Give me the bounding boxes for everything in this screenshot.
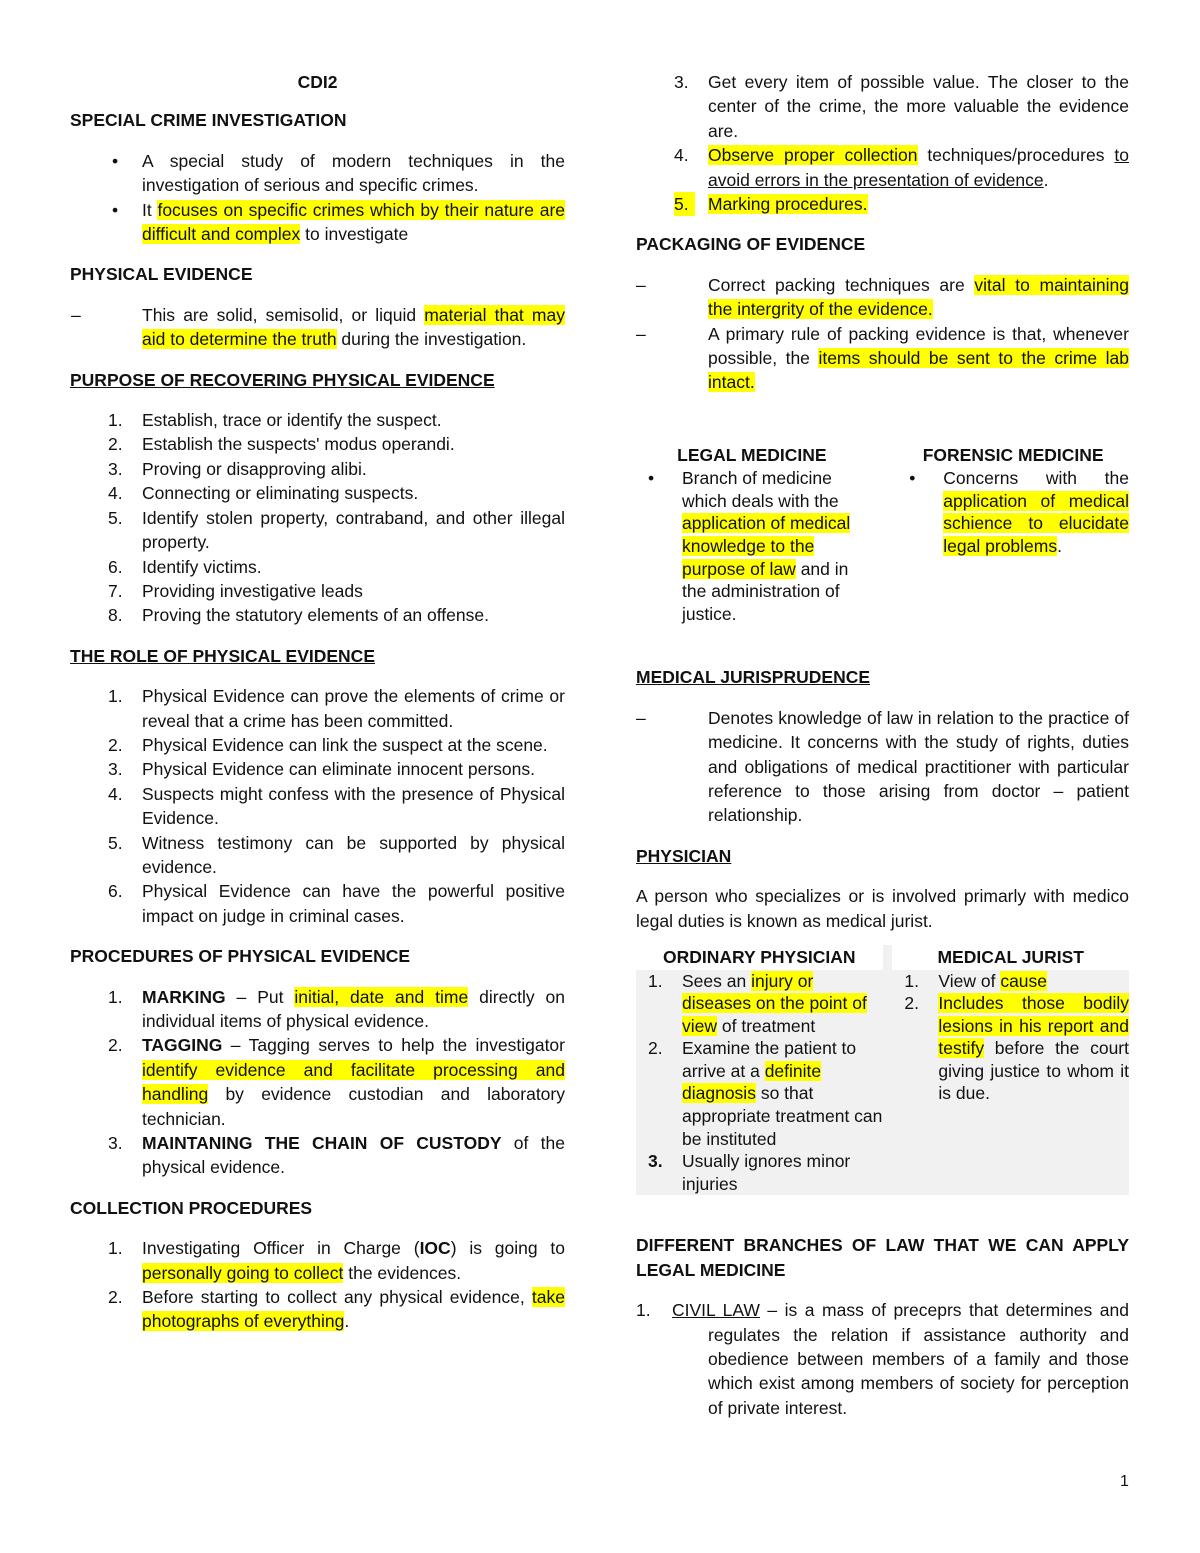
list-item: 3. MAINTANING THE CHAIN OF CUSTODY of the physical evidence.	[108, 1133, 565, 1178]
highlight: personally going to collect	[142, 1262, 344, 1283]
heading-packaging: PACKAGING OF EVIDENCE	[636, 234, 866, 255]
highlight: Marking procedures.	[708, 194, 868, 215]
packaging-list	[636, 273, 1129, 395]
list-item: • It focuses on specific crimes which by their nature are difficult and complex to investigate	[112, 199, 566, 245]
list-item: 5. Marking procedures.	[636, 192, 1129, 216]
list-item: 2. Before starting to collect any physical evidence, take photographs of everything.	[108, 1287, 565, 1332]
collection-list-continued	[636, 70, 1129, 216]
ordinary-physician-column	[636, 945, 883, 1195]
highlight: Includes those bodily lesions in his report and testify	[938, 993, 1129, 1059]
list-item: 4. Observe proper collection techniques/procedures to avoid errors in the presentation of evidence.	[674, 145, 1129, 190]
list-item: – Denotes knowledge of law in relation to the practice of medicine. It concerns with the study of rights, duties and obligations of medical practitioner with particular reference to those arising from doctor – patient relationship.	[636, 707, 1129, 826]
highlight: initial, date and time	[294, 986, 469, 1007]
list-item: 1. Establish, trace or identify the suspect.	[108, 410, 442, 431]
bullet-icon: •	[909, 468, 916, 489]
list-item: • Concerns with the application of medical schience to elucidate legal problems.	[909, 468, 1129, 557]
legal-medicine-column	[636, 443, 868, 626]
ordinary-physician-heading: ORDINARY PHYSICIAN	[636, 945, 883, 969]
medical-jurist-heading: MEDICAL JURIST	[892, 945, 1129, 969]
list-item: 4. Suspects might confess with the presence of Physical Evidence.	[108, 783, 565, 829]
list-item: 4. Connecting or eliminating suspects.	[108, 483, 419, 504]
list-item: 2. Establish the suspects' modus operandi.	[108, 434, 455, 455]
left-column	[70, 70, 565, 1350]
list-item: 6. Physical Evidence can have the powerful positive impact on judge in criminal cases.	[108, 881, 565, 926]
document-title: CDI2	[297, 72, 338, 92]
pe-list	[70, 303, 565, 352]
list-item: 3. Proving or disapproving alibi.	[108, 458, 367, 479]
highlight: Observe proper collection	[708, 145, 918, 166]
list-item: 8. Proving the statutory elements of an offense.	[108, 605, 489, 626]
sci-list	[70, 149, 565, 247]
bullet-icon: •	[112, 150, 119, 171]
heading-purpose: PURPOSE OF RECOVERING PHYSICAL EVIDENCE	[70, 369, 495, 390]
heading-procedures: PROCEDURES OF PHYSICAL EVIDENCE	[70, 946, 411, 967]
bullet-icon: •	[112, 199, 119, 220]
list-item: 2. Physical Evidence can link the suspect at the scene.	[108, 734, 548, 755]
highlight: application of medical schience to elucidate legal problems	[943, 490, 1129, 557]
list-item: – This are solid, semisolid, or liquid material that may aid to determine the truth during the investigation.	[71, 304, 565, 350]
list-item: 3. Usually ignores minor injuries	[648, 1151, 851, 1194]
highlight: injury or diseases on the point of view	[682, 970, 867, 1036]
forensic-medicine-column	[897, 443, 1129, 626]
dash-icon: –	[636, 323, 646, 344]
list-item: • Branch of medicine which deals with the application of medical knowledge to the purpose of law and in the administration of justice.	[648, 468, 851, 624]
highlight: application of medical knowledge to the purpose of law	[682, 513, 851, 579]
procedures-list	[70, 985, 565, 1180]
list-item: 2. TAGGING – Tagging serves to help the investigator identify evidence and facilitate processing and handling by evidence custodian and laboratory technician.	[108, 1035, 565, 1129]
highlight: identify evidence and facilitate processing and handling	[142, 1059, 565, 1105]
collection-list	[70, 1236, 565, 1334]
highlight: take photographs of everything	[142, 1287, 565, 1332]
list-item: 1. MARKING – Put initial, date and time directly on individual items of physical evidence.	[108, 986, 565, 1031]
list-item: 5. Witness testimony can be supported by physical evidence.	[108, 832, 565, 877]
physician-comparison-table	[636, 945, 1129, 1195]
list-item: 1. Sees an injury or diseases on the point of view of treatment	[648, 970, 867, 1036]
highlight: cause	[1000, 970, 1048, 991]
list-item: 1. CIVIL LAW – is a mass of preceprs that determines and regulates the relation if assistance authority and obedience between members of a family and those which exist among members of society for perception of private interest.	[636, 1300, 1129, 1418]
legal-forensic-table	[636, 443, 1129, 626]
heading-branches-of-law: DIFFERENT BRANCHES OF LAW THAT WE CAN APPLY LEGAL MEDICINE	[636, 1235, 1129, 1280]
list-item: 1. Investigating Officer in Charge (IOC) is going to personally going to collect the evidences.	[108, 1238, 565, 1283]
dash-icon: –	[636, 707, 646, 728]
list-item: 3. Get every item of possible value. The closer to the center of the crime, the more valuable the evidence are.	[674, 72, 1129, 141]
heading-medical-jurisprudence: MEDICAL JURISPRUDENCE	[636, 667, 871, 688]
dash-icon: –	[71, 304, 81, 325]
highlight: definite diagnosis	[682, 1060, 822, 1104]
list-item: 7. Providing investigative leads	[108, 580, 363, 601]
branches-list	[636, 1298, 1129, 1420]
list-item: 1. Physical Evidence can prove the elements of crime or reveal that a crime has been committed.	[108, 686, 565, 731]
list-item: – A primary rule of packing evidence is that, whenever possible, the items should be sent to the crime lab intact.	[636, 323, 1130, 393]
purpose-list	[70, 408, 565, 628]
heading-role: THE ROLE OF PHYSICAL EVIDENCE	[70, 645, 375, 666]
list-item: • A special study of modern techniques in the investigation of serious and specific crimes.	[112, 150, 565, 196]
physician-paragraph: A person who specializes or is involved primarly with medico legal duties is known as medical jurist.	[636, 886, 1129, 931]
heading-special-crime-investigation: SPECIAL CRIME INVESTIGATION	[70, 110, 347, 131]
list-item: 3. Physical Evidence can eliminate innocent persons.	[108, 759, 535, 780]
list-item: – Correct packing techniques are vital to maintaining the intergrity of the evidence.	[636, 274, 1129, 320]
medical-jurist-column	[892, 945, 1129, 1195]
legal-medicine-heading: LEGAL MEDICINE	[677, 444, 827, 465]
list-item: 1. View of cause	[904, 970, 1048, 991]
list-item: 6. Identify victims.	[108, 556, 262, 577]
highlight: focuses on specific crimes which by their nature are difficult and complex	[142, 199, 566, 245]
heading-collection: COLLECTION PROCEDURES	[70, 1197, 313, 1218]
forensic-medicine-heading: FORENSIC MEDICINE	[922, 444, 1104, 465]
highlight: items should be sent to the crime lab intact.	[708, 348, 1130, 393]
medjur-list	[636, 706, 1129, 828]
bullet-icon: •	[648, 468, 655, 489]
right-column	[636, 70, 1129, 1436]
highlight: vital to maintaining the intergrity of the evidence.	[708, 274, 1129, 320]
role-list	[70, 684, 565, 928]
dash-icon: –	[636, 274, 646, 295]
heading-physician: PHYSICIAN	[636, 845, 732, 866]
highlight: material that may aid to determine the truth	[142, 304, 565, 350]
list-item: 2. Examine the patient to arrive at a definite diagnosis so that appropriate treatment can be instituted	[648, 1038, 883, 1149]
page-number: 1	[1120, 1473, 1129, 1490]
heading-physical-evidence: PHYSICAL EVIDENCE	[70, 264, 253, 285]
list-item: 2. Includes those bodily lesions in his report and testify before the court giving justice to whom it is due.	[904, 993, 1129, 1104]
list-item: 5. Identify stolen property, contraband, and other illegal property.	[108, 507, 565, 553]
